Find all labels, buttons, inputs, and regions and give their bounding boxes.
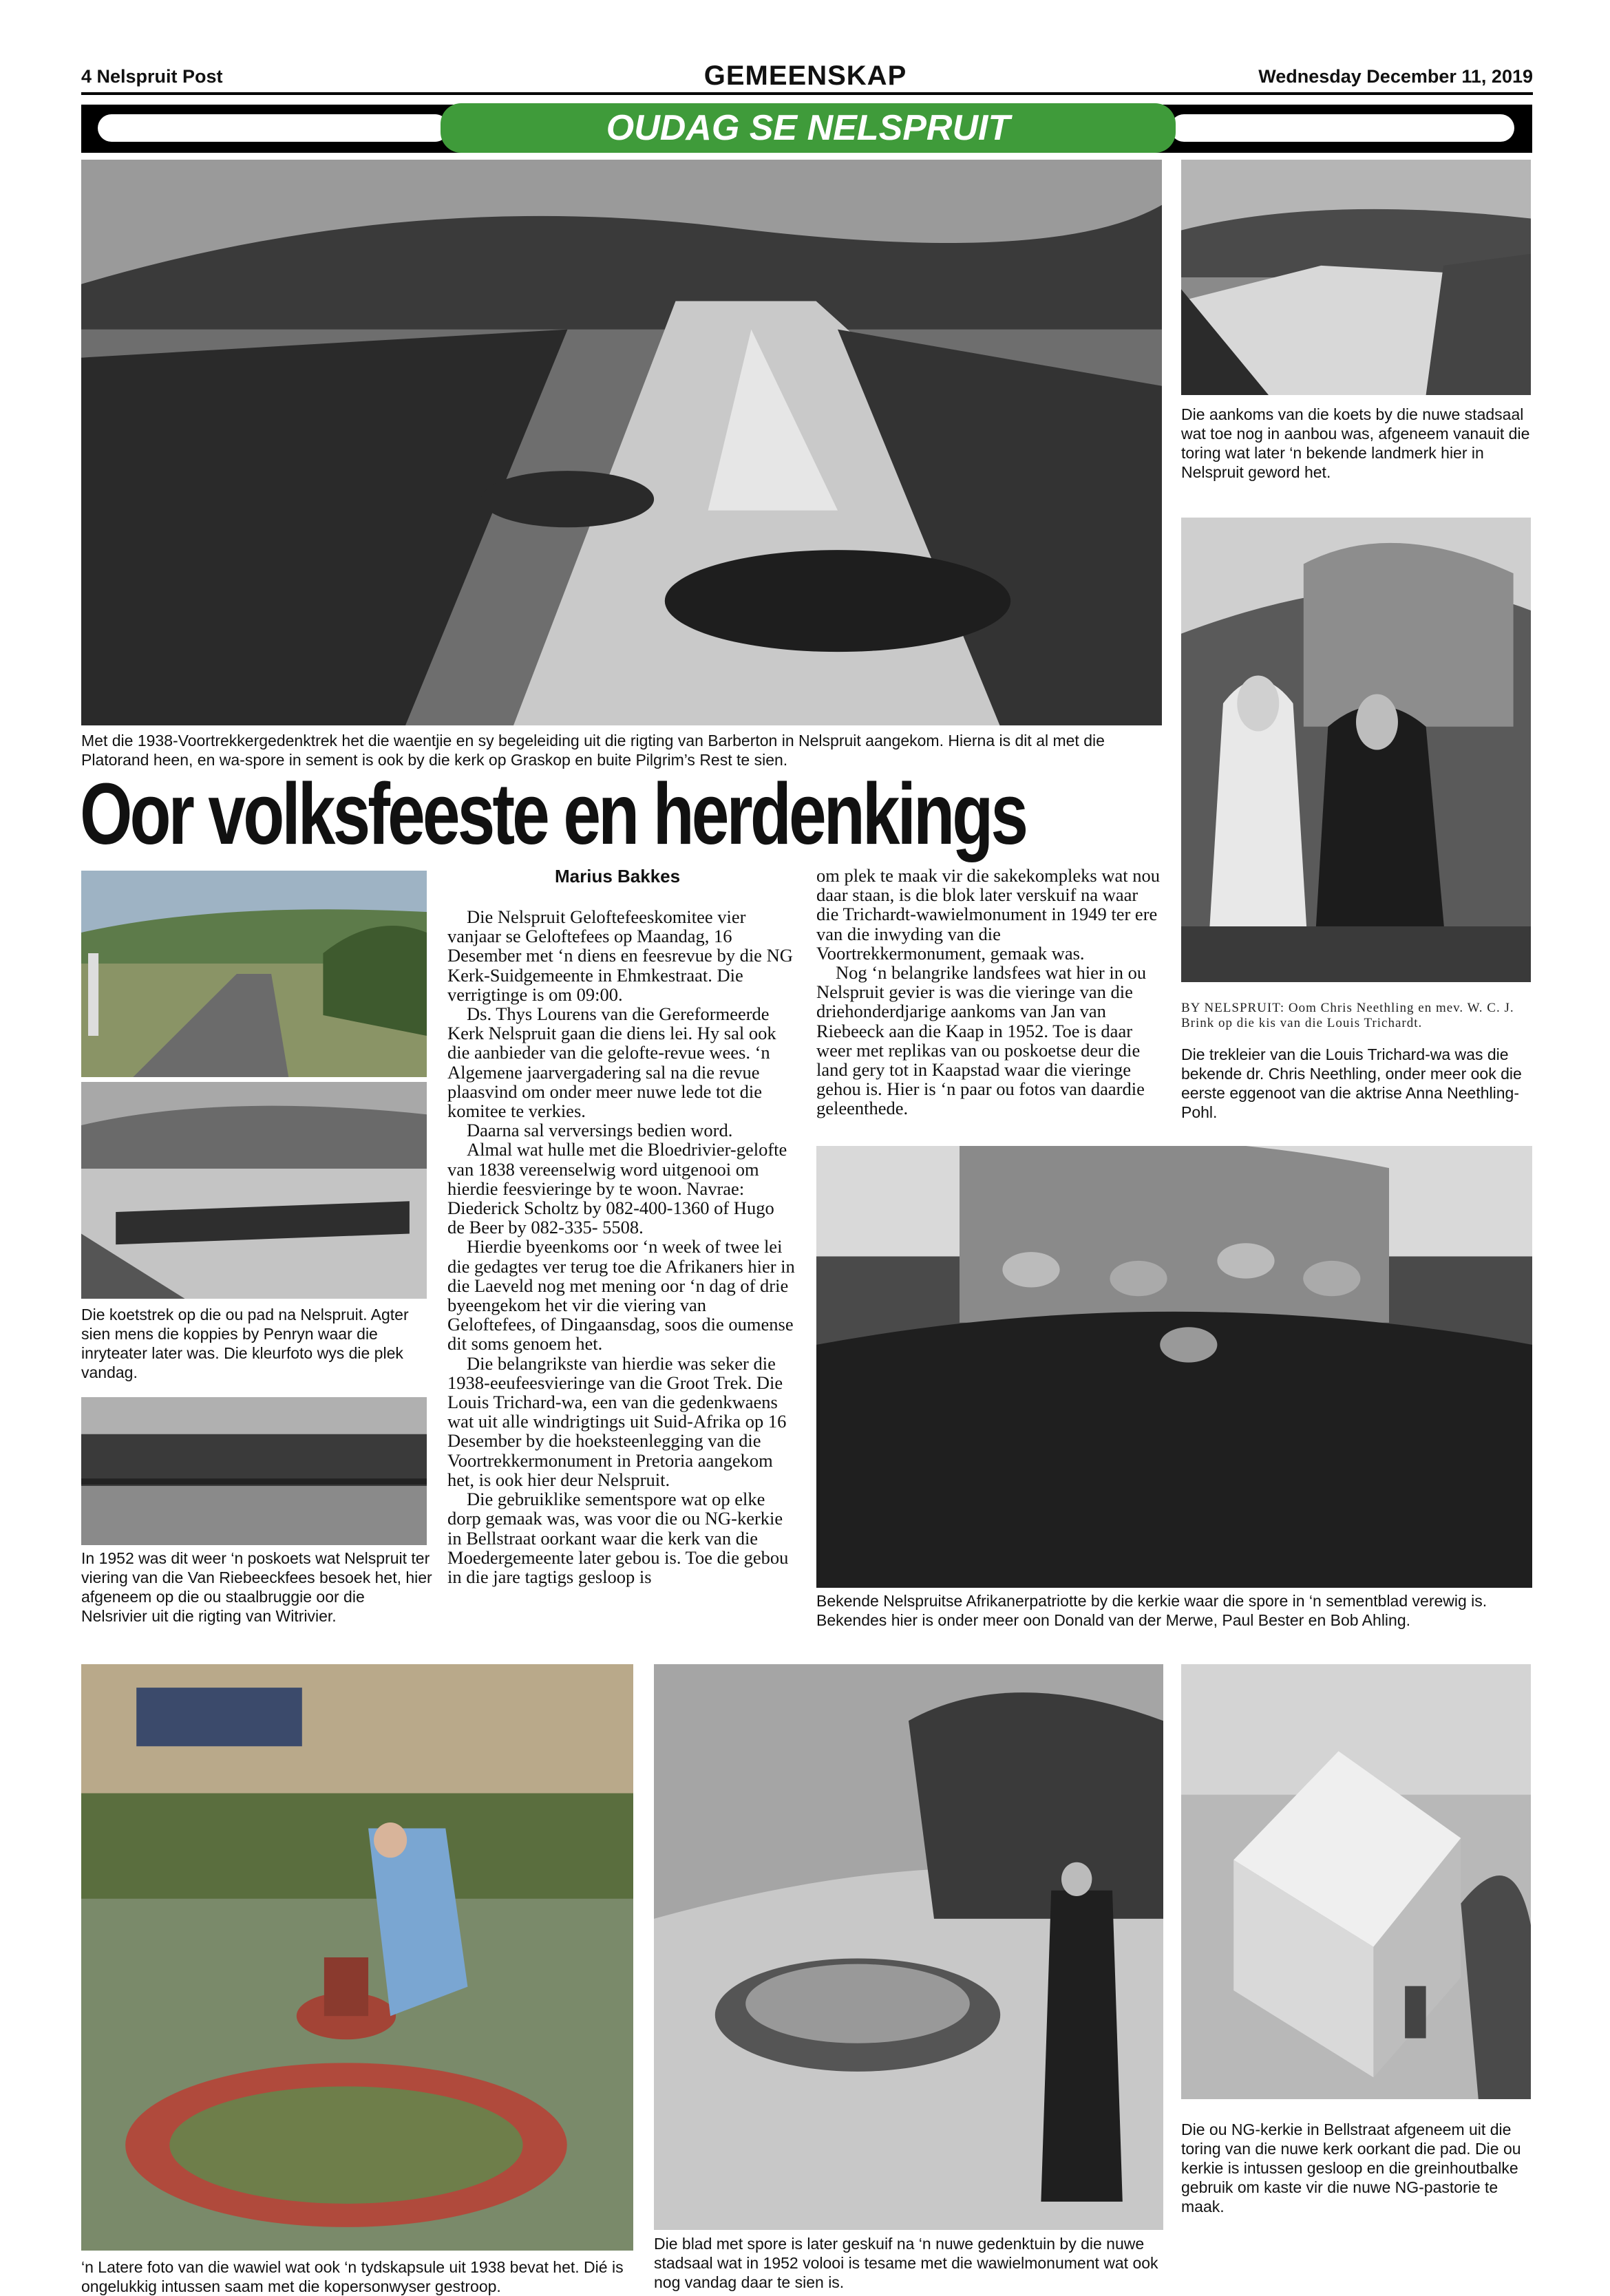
paragraph: Die gebruiklike sementspore wat op elke dorp gemaak was, was voor die ou NG-kerkie in Bellstraat oorkant waar die kerk van die Moedergemeente later gebou is. Toe die gebou in die jare tagtigs gesloop is — [447, 1489, 789, 1587]
caption-main-photo: Met die 1938-Voortrekkergedenktrek het die waentjie en sy begeleiding uit die rigting van Barberton in Nelspruit aangekom. Hierna is dit al met die Platorand heen, en wa-spore in sement is ook by die kerk op Graskop en buite Pilgrim’s Rest te sien. — [81, 732, 1105, 769]
issue-date: Wednesday December 11, 2019 — [1258, 66, 1533, 87]
caption-wawiel: ‘n Latere foto van die wawiel wat ook ‘n tydskapsule uit 1938 bevat het. Dié is ongelukkig intussen saam met die kopersonwyser gestroop. — [81, 2258, 624, 2295]
photo-wagon-leaders — [1181, 518, 1531, 982]
photo-procession — [81, 160, 1162, 725]
caption-trekleier: Die trekleier van die Louis Trichard-wa was die bekende dr. Chris Neethling, onder meer ook die eerste eggenoot van die aktrise Anna Neethling-Pohl. — [1181, 1045, 1522, 1121]
header-rule — [81, 92, 1533, 95]
photo-road-today — [81, 871, 427, 1077]
headline: Oor volksfeeste en herdenkings — [80, 765, 1026, 862]
caption-patriotte: Bekende Nelspruitse Afrikanerpatriotte by die kerkie waar die spore in ‘n sementblad verewig is. Bekendes hier is onder meer oon Donald van der Merwe, Paul Bester en Bob Ahling. — [816, 1592, 1487, 1629]
paragraph: Daarna sal verversings bedien word. — [467, 1120, 733, 1141]
article-column-2 — [816, 866, 1161, 1118]
paragraph: Die belangrikste van hierdie was seker die 1938-eeufeesvieringe van die Groot Trek. Die Louis Trichard-wa, een van die gedenkwaens wat uit alle windrigtings uit Suid-Afrika op 16 Desember by die hoeksteenlegging van die Voortrekkermonument in Pretoria aangekom het, is ook hier deur Nelspruit. — [447, 1352, 787, 1490]
banner-title: OUDAG SE NELSPRUIT — [441, 103, 1176, 153]
photo-stadsaal — [1181, 160, 1531, 395]
photo-patriotte — [816, 1146, 1532, 1588]
paragraph: Nog ‘n belangrike landsfees wat hier in ou Nelspruit gevier is was die vieringe van die driehonderdjarige aankoms van Jan van Riebeeck aan die Kaap in 1952. Toe is daar weer met replikas van ou poskoetse deur die land gery tot in Kaapstad waar die vieringe gehou is. Hier is ‘n paar ou fotos van daardie geleenthede. — [816, 962, 1147, 1119]
photo-blad-spore — [654, 1664, 1163, 2230]
photo-koetstrek — [81, 1082, 427, 1299]
article-column-1 — [447, 907, 796, 1586]
caption-kerkie: Die ou NG-kerkie in Bellstraat afgeneem uit die toring van die nuwe kerk oorkant die pad. Die ou kerkie is intussen gesloop en die greinhoutbalke gebruik om kaste vir die nuwe NG-pastorie te maak. — [1181, 2120, 1521, 2215]
paragraph: om plek te maak vir die sakekompleks wat nou daar staan, is die blok later verskuif na waar die Trichardt-wawielmonument in 1949 ter ere van die inwyding van die Voortrekkermonument, gemaak was. — [816, 865, 1160, 964]
paragraph: Die Nelspruit Geloftefeeskomitee vier vanjaar se Geloftefees op Maandag, 16 Desember met ‘n diens en feesrevue by die NG Kerk-Suidgemeente in Ehmkestraat. Die verrigtinge is om 09:00. — [447, 906, 793, 1005]
caption-koetstrek: Die koetstrek op die ou pad na Nelspruit. Agter sien mens die koppies by Penryn waar die inryteater later was. Die kleurfoto wys die plek vandag. — [81, 1306, 409, 1381]
banner-pill-right — [1170, 114, 1514, 142]
banner-pill-left — [98, 114, 449, 142]
photo-wawiel-color — [81, 1664, 633, 2251]
photo-kerkie — [1181, 1664, 1531, 2099]
section-title: GEMEENSKAP — [703, 61, 907, 91]
paragraph: Almal wat hulle met die Bloedrivier-gelofte van 1838 vereenselwig word uitgenooi om hierdie feesvieringe by te woon. Navrae: Diederick Scholtz by 082-400-1360 of Hugo de Beer by 082-335- 5508. — [447, 1139, 787, 1238]
paragraph: Hierdie byeenkoms oor ‘n week of twee lei die gedagtes ver terug toe die Afrikaners hier in die Laeveld nog met mening oor ‘n dag of drie byeengekom het vir die viering van Geloftefees, of Dingaansdag, soos die oumense dit soms genoem het. — [447, 1236, 795, 1354]
caption-poskoets: In 1952 was dit weer ‘n poskoets wat Nelspruit ter viering van die Van Riebeeckfees besoek het, hier afgeneem op die ou staalbruggie oor die Nelsrivier uit die rigting van Witrivier. — [81, 1549, 432, 1625]
photo-poskoets — [81, 1397, 427, 1545]
caption-blad: Die blad met spore is later geskuif na ‘n nuwe gedenktuin by die nuwe stadsaal wat in 1952 volooi is tesame met die wawielmonument wat ook nog vandag daar te sien is. — [654, 2235, 1158, 2291]
paragraph: Ds. Thys Lourens van die Gereformeerde Kerk Nelspruit gaan die diens lei. Hy sal ook die aanbieder van die gelofte-revue wees. ‘n Algemene jaarvergadering sal na die revue plaasvind om onder meer nuwe lede tot die komitee te verkies. — [447, 1003, 776, 1122]
page-label: 4 Nelspruit Post — [81, 66, 223, 87]
caption-stadsaal: Die aankoms van die koets by die nuwe stadsaal wat toe nog in aanbou was, afgeneem vanauit die toring wat later ‘n bekende landmerk hier in Nelspruit geword het. — [1181, 405, 1530, 481]
byline: Marius Bakkes — [555, 866, 681, 886]
old-print-caption: BY NELSPRUIT: Oom Chris Neethling en mev. W. C. J. Brink op die kis van die Louis Trichardt. — [1181, 1001, 1514, 1030]
